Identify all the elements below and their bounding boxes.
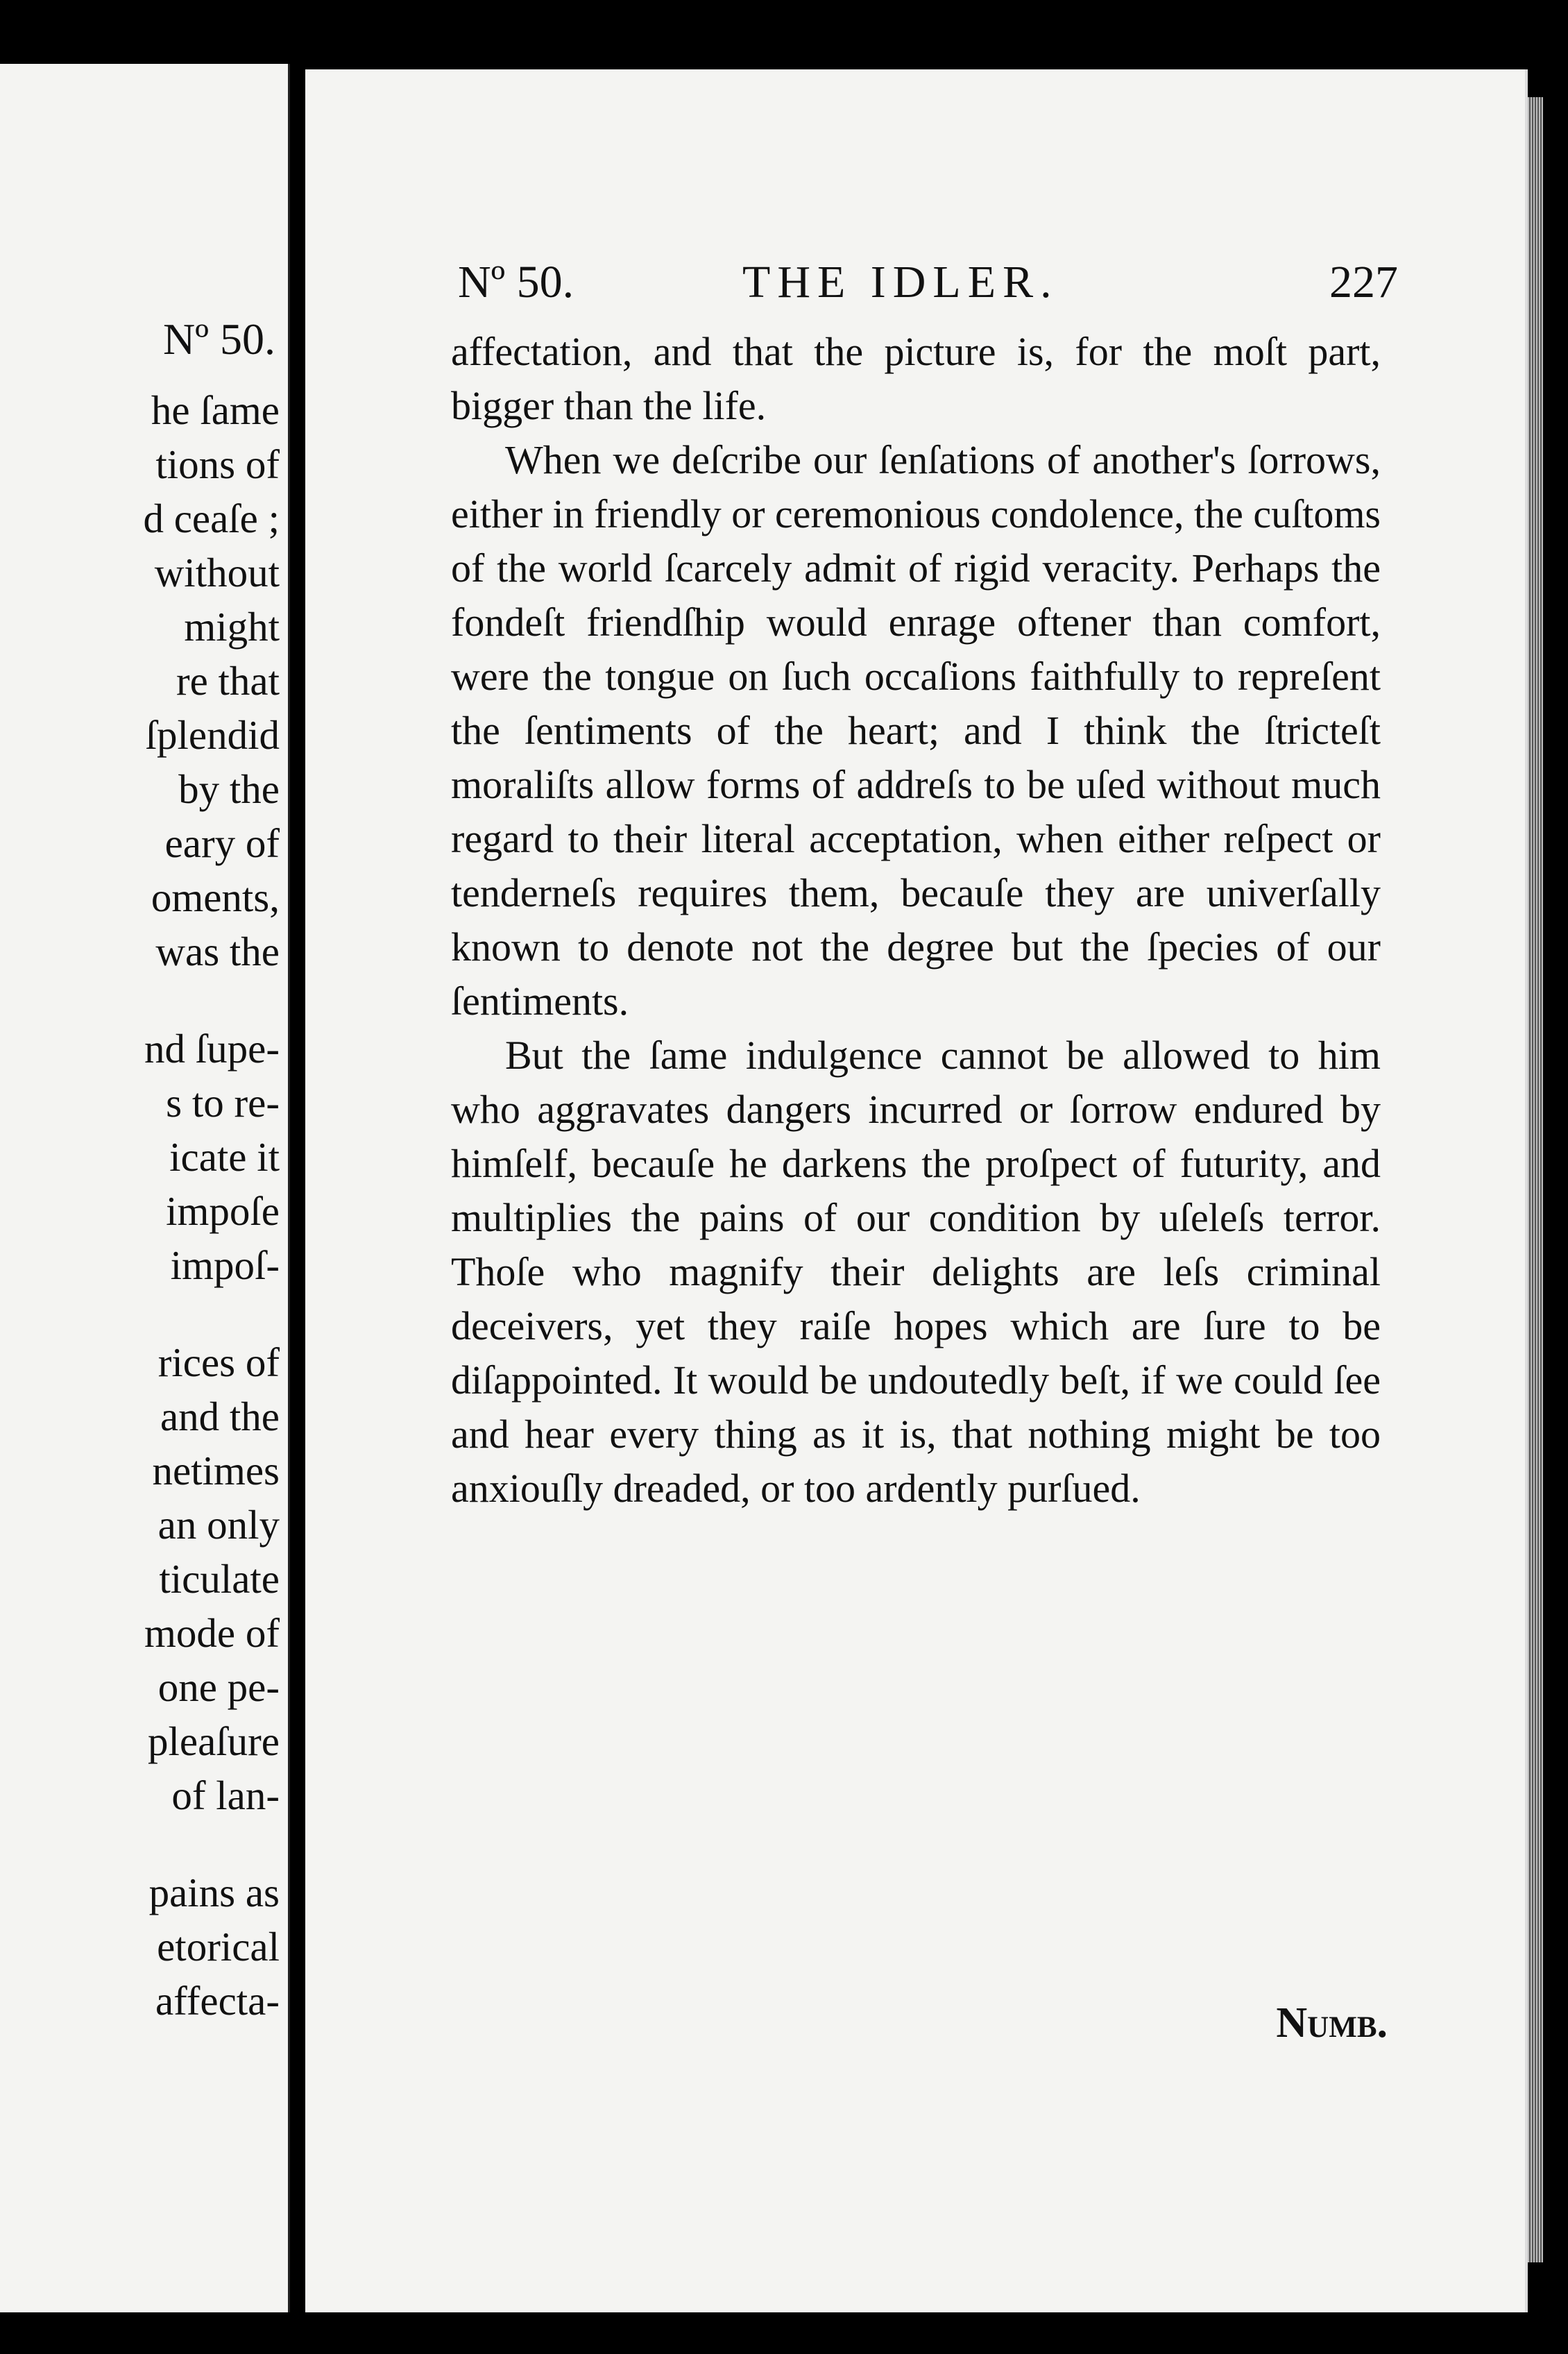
left-page-line: mode of <box>144 1610 280 1656</box>
left-page-line: pains as <box>148 1870 280 1915</box>
page-edge <box>1528 97 1543 2262</box>
left-page-line: nd ſupe- <box>144 1026 280 1072</box>
left-page-line: oments, <box>151 874 280 920</box>
left-page-line: ſplendid <box>145 712 280 758</box>
left-page-line: icate it <box>169 1134 280 1180</box>
catchword: Numb. <box>1276 1999 1388 2047</box>
left-page-line: by the <box>178 766 280 812</box>
left-page-line: of lan- <box>171 1772 280 1818</box>
left-page-line: rices of <box>157 1339 280 1385</box>
left-page-line: pleaſure <box>148 1718 280 1764</box>
left-page-line: d ceaſe ; <box>143 496 280 541</box>
left-page-line: eary of <box>164 820 280 866</box>
left-page-line <box>143 1822 280 1865</box>
left-page-line: impoſ- <box>170 1242 280 1288</box>
left-page-line: he ſame <box>151 387 280 433</box>
section-number: Nº 50. <box>458 257 574 307</box>
left-page-line: without <box>154 550 280 595</box>
left-page-line: was the <box>155 929 280 974</box>
running-head <box>458 251 1398 314</box>
left-page-line <box>143 979 280 1022</box>
body-text <box>451 325 1381 1516</box>
left-page-line: affecta- <box>155 1978 280 2024</box>
page-number: 227 <box>1329 257 1398 307</box>
left-page-line: ticulate <box>159 1556 280 1602</box>
left-page-line: might <box>184 604 280 650</box>
left-page-number: Nº 50. <box>162 314 275 364</box>
left-page-line: etorical <box>157 1924 280 1970</box>
paragraph-1: affectation, and that the picture is, for the moſt part, bigger than the life. <box>451 329 1381 428</box>
paragraph-3: But the ſame indulgence cannot be allowed to him who aggravates dangers incurred or ſorrow endured by himſelf, becauſe he darkens the proſpect of futurity, and multiplies the pains of our condition by uſeleſs terror. Thoſe who magnify their delights are leſs criminal deceivers, yet they raiſe hopes which are ſure to be diſappointed. It would be undoutedly beſt, if we could ſee and hear every thing as it is, that nothing might be too anxiouſly dreaded, or too ardently purſued. <box>451 1033 1381 1511</box>
left-page-line: and the <box>160 1394 280 1439</box>
left-page-line: re that <box>176 658 280 704</box>
left-page-line: one pe- <box>157 1664 280 1710</box>
left-page-line: netimes <box>152 1448 280 1493</box>
left-page-line: impoſe <box>166 1188 280 1234</box>
left-page-line: tions of <box>155 441 280 487</box>
left-page-line: an only <box>157 1502 280 1548</box>
left-page-line <box>143 1292 280 1335</box>
paragraph-2: When we deſcribe our ſenſations of another's ſorrows, either in friendly or ceremonious condolence, the cuſtoms of the world ſcarcely admit of rigid veracity. Perhaps the fondeſt friendſhip would enrage oftener than comfort, were the tongue on ſuch occaſions faithfully to repreſent the ſentiments of the heart; and I think the ſtricteſt moraliſts allow forms of addreſs to be uſed without much regard to their literal acceptation, when either reſpect or tenderneſs requires them, becauſe they are univerſally known to denote not the degree but the ſpecies of our ſentiments. <box>451 437 1381 1024</box>
left-page <box>0 64 290 2312</box>
left-page-line: s to re- <box>166 1080 280 1126</box>
running-title: THE IDLER. <box>742 257 1059 307</box>
left-page-text-column <box>143 383 280 2028</box>
